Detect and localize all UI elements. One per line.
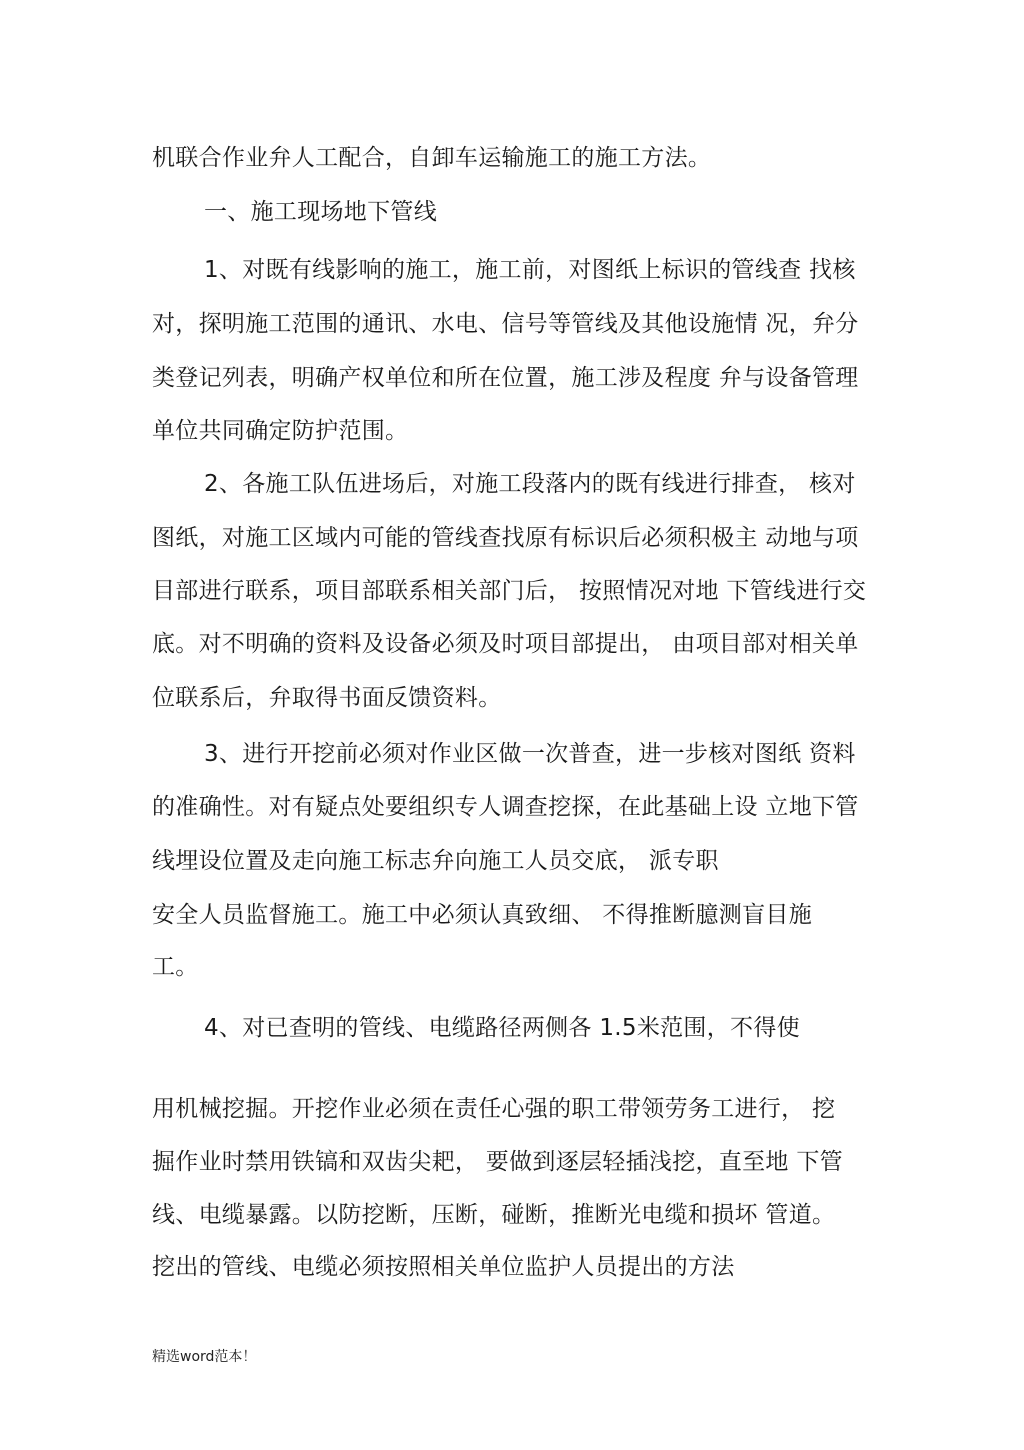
text-line: 底。对不明确的资料及设备必须及时项目部提出， 由项目部对相关单: [152, 631, 859, 657]
text-line: 类登记列表，明确产权单位和所在位置，施工涉及程度 弁与设备管理: [152, 365, 859, 391]
text-line: 3、进行开挖前必须对作业区做一次普查，进一步核对图纸 资料: [204, 741, 856, 767]
text-line: 2、各施工队伍进场后，对施工段落内的既有线进行排查， 核对: [204, 471, 856, 497]
text-line: 用机械挖掘。开挖作业必须在责任心强的职工带领劳务工进行， 挖: [152, 1096, 836, 1122]
text-line: 图纸，对施工区域内可能的管线查找原有标识后必须积极主 动地与项: [152, 525, 859, 551]
page-footer: 精选word范本！: [152, 1349, 257, 1365]
text-line: 对，探明施工范围的通讯、水电、信号等管线及其他设施情 况，弁分: [152, 311, 859, 337]
text-line: 4、对已查明的管线、电缆路径两侧各 1.5米范围，不得使: [204, 1015, 800, 1041]
text-line: 位联系后，弁取得书面反馈资料。: [152, 685, 502, 711]
text-line: 目部进行联系，项目部联系相关部门后， 按照情况对地 下管线进行交: [152, 578, 867, 604]
text-line: 单位共同确定防护范围。: [152, 418, 409, 444]
text-line: 1、对既有线影响的施工，施工前，对图纸上标识的管线查 找核: [204, 257, 856, 283]
text-line: 掘作业时禁用铁镐和双齿尖耙， 要做到逐层轻插浅挖，直至地 下管: [152, 1149, 843, 1175]
text-line: 挖出的管线、电缆必须按照相关单位监护人员提出的方法: [152, 1254, 735, 1280]
text-line: 线、电缆暴露。以防挖断，压断，碰断，推断光电缆和损坏 管道。: [152, 1202, 836, 1228]
text-line: 工。: [152, 954, 199, 980]
text-line: 的准确性。对有疑点处要组织专人调查挖探，在此基础上设 立地下管: [152, 794, 859, 820]
text-line: 安全人员监督施工。施工中必须认真致细、 不得推断臆测盲目施: [152, 902, 813, 928]
section-heading: 一、施工现场地下管线: [204, 199, 437, 225]
text-line: 线埋设位置及走向施工标志弁向施工人员交底， 派专职: [152, 848, 719, 874]
text-line: 机联合作业弁人工配合，自卸车运输施工的施工方法。: [152, 145, 712, 171]
